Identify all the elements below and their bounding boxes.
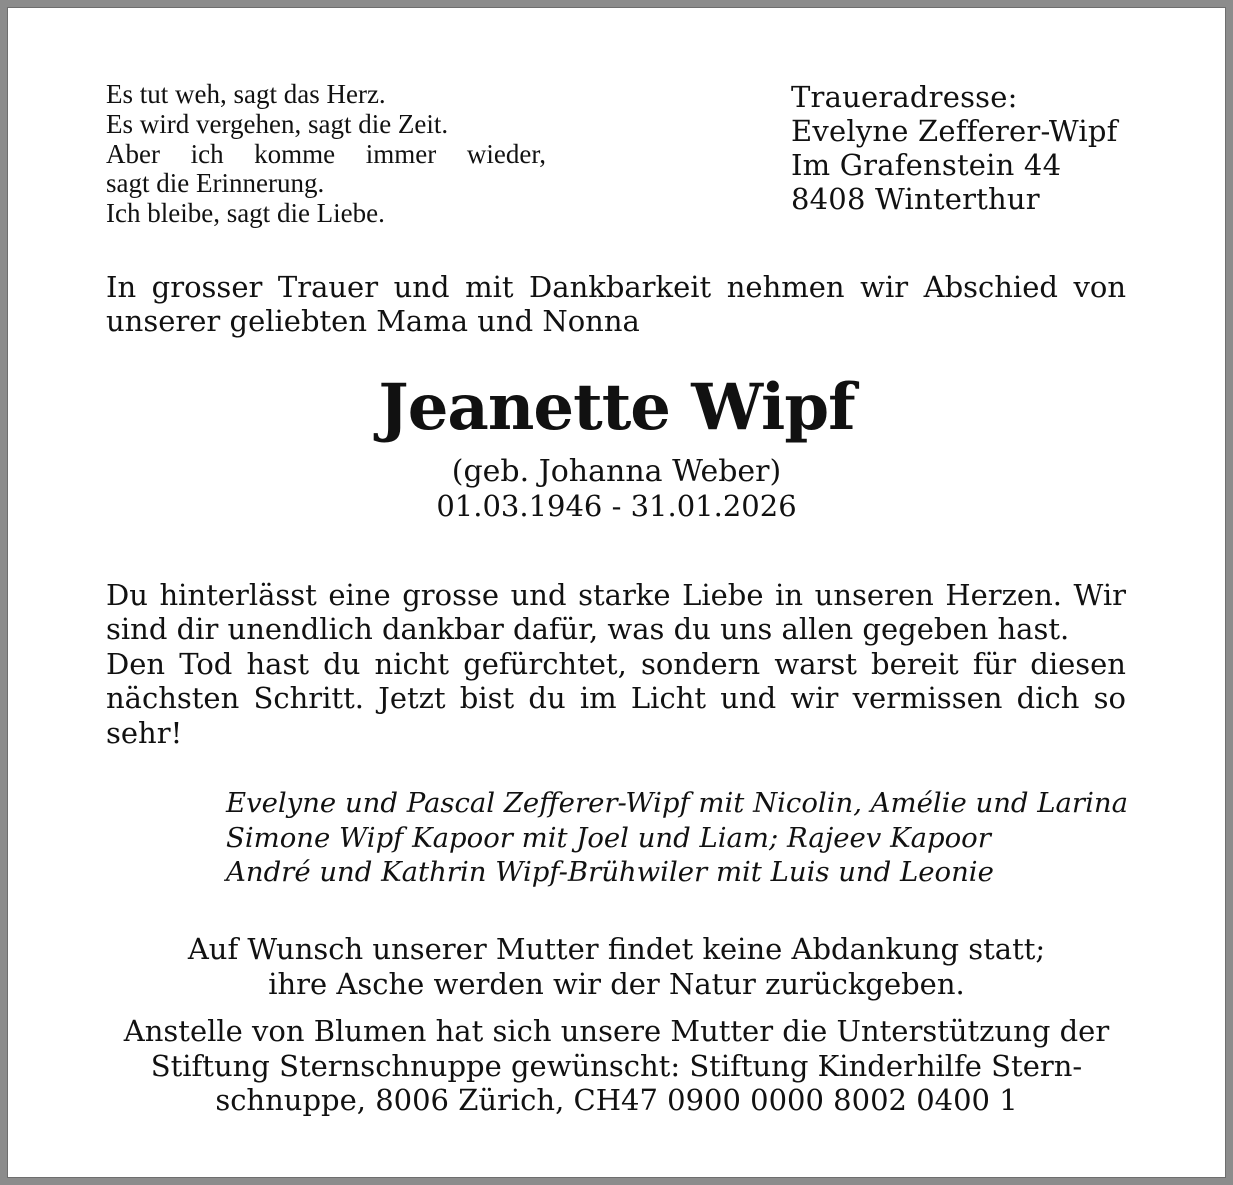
mourning-address bbox=[791, 80, 1118, 216]
life-dates: 01.03.1946 - 31.01.2026 bbox=[436, 489, 797, 523]
deceased-name: Jeanette Wipf bbox=[378, 370, 855, 445]
donation-request bbox=[8, 1014, 1225, 1118]
message-line: sind dir unendlich dankbar dafür, was du uns allen gegeben hast. bbox=[106, 612, 1070, 647]
donation-line: Stiftung Sternschnuppe gewünscht: Stiftung Kinderhilfe Stern- bbox=[150, 1048, 1083, 1083]
obituary-notice bbox=[8, 8, 1225, 1177]
poem-line: Es wird vergehen, sagt die Zeit. bbox=[106, 108, 449, 139]
farewell-message bbox=[106, 578, 1126, 750]
message-line: nächsten Schritt. Jetzt bist du im Licht und wir vermissen dich so bbox=[106, 681, 1126, 716]
message-line: Den Tod hast du nicht gefürchtet, sondern warst bereit für diesen bbox=[106, 646, 1126, 681]
poem-line: Aber ich komme immer wieder, bbox=[106, 138, 546, 169]
address-street: Im Grafenstein 44 bbox=[791, 148, 1062, 182]
donation-line: Anstelle von Blumen hat sich unsere Mutter die Unterstützung der bbox=[123, 1014, 1110, 1048]
message-line: Du hinterlässt eine grosse und starke Liebe in unseren Herzen. Wir bbox=[106, 578, 1126, 612]
donation-line: schnuppe, 8006 Zürich, CH47 0900 0000 8002 0400 1 bbox=[215, 1083, 1018, 1117]
poem-line: Ich bleibe, sagt die Liebe. bbox=[106, 198, 385, 229]
mourner-family: Simone Wipf Kapoor mit Joel und Liam; Rajeev Kapoor bbox=[226, 821, 991, 854]
birth-name: (geb. Johanna Weber) bbox=[451, 454, 782, 489]
notice-line: Auf Wunsch unserer Mutter findet keine Abdankung statt; bbox=[187, 932, 1046, 966]
notice-line: ihre Asche werden wir der Natur zurückgeben. bbox=[268, 966, 965, 1001]
mourner-family: Evelyne und Pascal Zefferer-Wipf mit Nicolin, Amélie und Larina bbox=[226, 787, 1128, 819]
funeral-notice bbox=[8, 932, 1225, 1001]
address-name: Evelyne Zefferer-Wipf bbox=[791, 114, 1118, 148]
mourner-family: André und Kathrin Wipf-Brühwiler mit Luis und Leonie bbox=[226, 856, 994, 888]
mourners-list bbox=[226, 786, 1128, 890]
message-line: sehr! bbox=[106, 715, 183, 750]
intro-text bbox=[106, 270, 1126, 338]
intro-line: In grosser Trauer und mit Dankbarkeit nehmen wir Abschied von bbox=[106, 270, 1126, 304]
poem-line: Es tut weh, sagt das Herz. bbox=[106, 79, 386, 109]
address-label: Traueradresse: bbox=[791, 80, 1018, 114]
poem bbox=[106, 80, 546, 229]
poem-line: sagt die Erinnerung. bbox=[106, 168, 325, 199]
address-city: 8408 Winterthur bbox=[791, 182, 1040, 216]
intro-line: unserer geliebten Mama und Nonna bbox=[106, 304, 640, 338]
